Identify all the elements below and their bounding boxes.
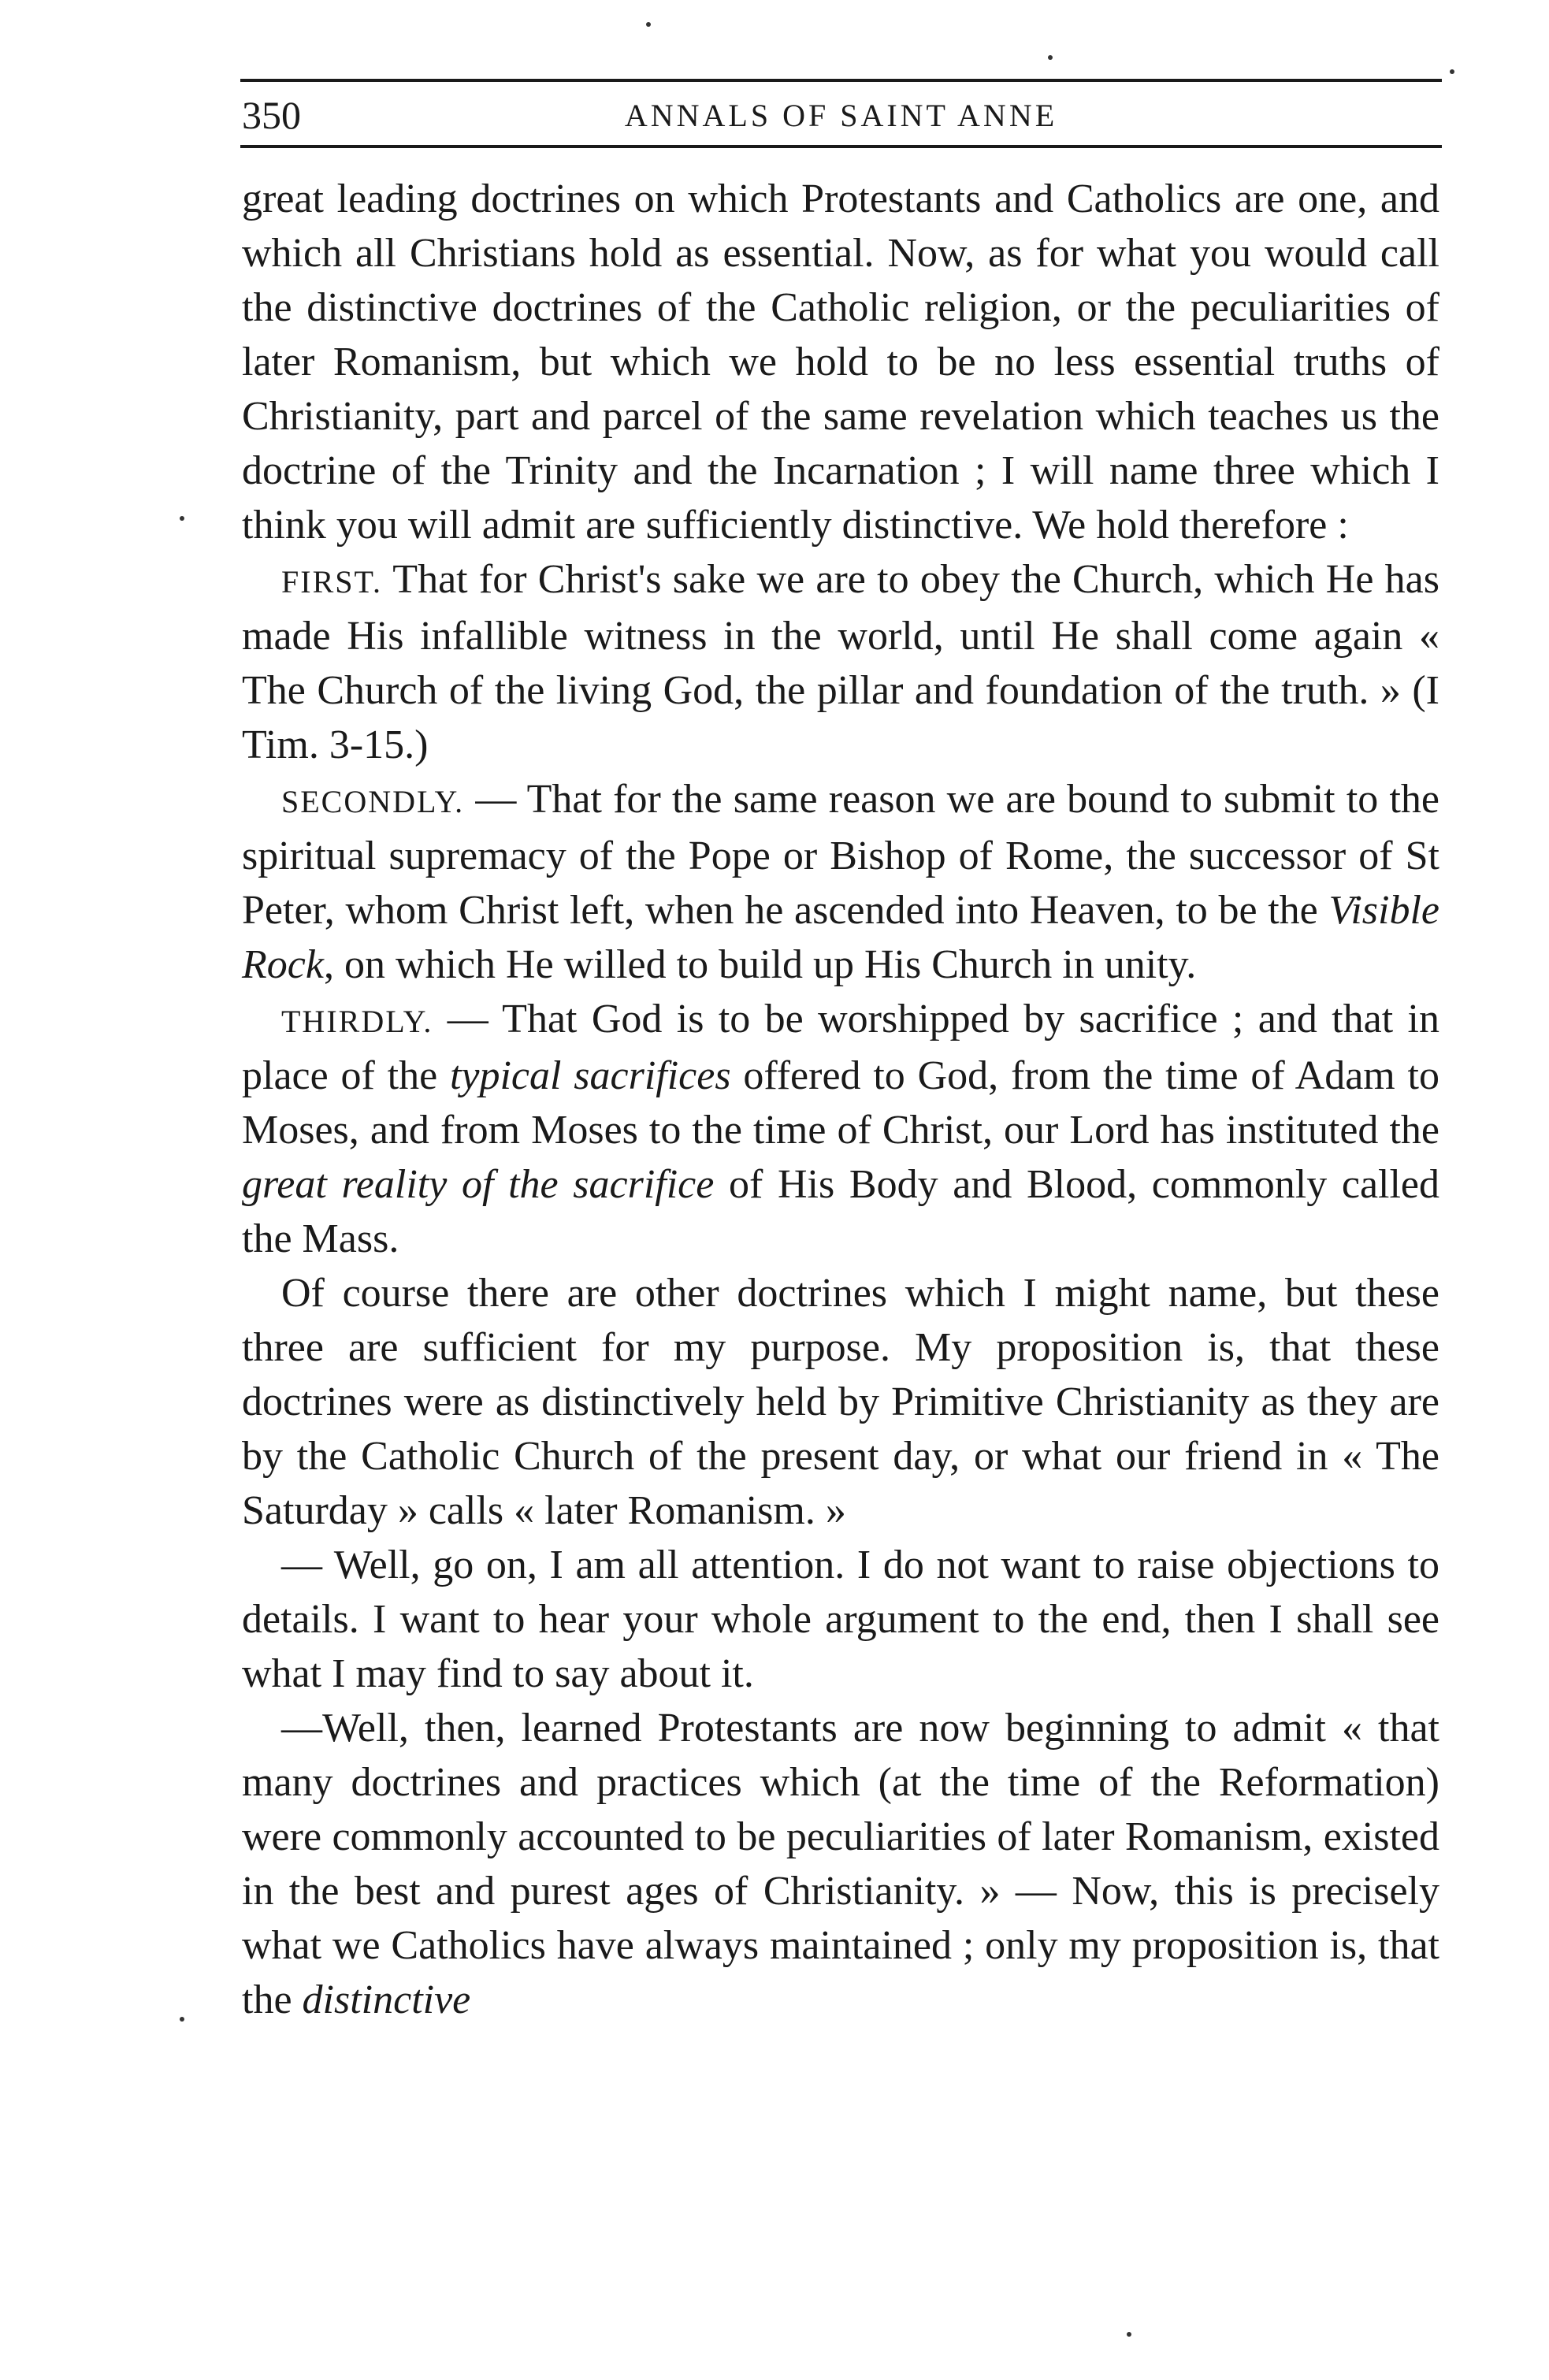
- text-run: offered to God, from the time of Adam to Moses, and from Moses to the time of Christ, our Lord has instituted the: [242, 1053, 1439, 1153]
- text-run: —Well, then, learned Protestants are now beginning to admit « that many doctrines and practices which (at the time of the Reformation) were commonly accounted to be peculiarities of later Romanism, existed in the best and purest ages of Christianity. » — Now, this is precisely what we Catholics have always maintained ; only my proposition is, that the: [242, 1706, 1439, 2022]
- text-run: That for Christ's sake we are to obey the Church, which He has made His infallible witness in the world, until He shall come again « The Church of the living God, the pillar and foundation of the truth. » (I Tim. 3-15.): [242, 557, 1439, 767]
- section-marker-first: FIRST.: [281, 564, 382, 600]
- text-run: Of course there are other doctrines which I might name, but these three are sufficient for my purpose. My proposition is, that these doctrines were as distinctively held by Primitive Christianity as they are by the Catholic Church of the present day, or what our friend in « The Saturday » calls « later Romanism. »: [242, 1271, 1439, 1533]
- page-header: [240, 79, 1442, 148]
- print-speck: [646, 22, 651, 27]
- print-speck: [1450, 69, 1454, 74]
- print-speck: [180, 516, 184, 521]
- print-speck: [1127, 2332, 1131, 2337]
- paragraph: [242, 552, 1439, 772]
- print-speck: [180, 2017, 184, 2022]
- italic-text: typical sacrifices: [449, 1053, 731, 1098]
- italic-text: Visible Rock: [242, 888, 1439, 987]
- running-title: ANNALS OF SAINT ANNE: [624, 98, 1058, 133]
- paragraph: [242, 992, 1439, 1266]
- page-number: 350: [242, 93, 301, 137]
- text-run: , on which He willed to build up His Church in unity.: [323, 942, 1197, 987]
- section-marker-secondly: SECONDLY.: [281, 784, 465, 819]
- paragraph: [242, 1701, 1439, 2027]
- section-marker-thirdly: THIRDLY.: [281, 1004, 433, 1039]
- paragraph: [242, 1266, 1439, 1538]
- italic-text: great reality of the sacrifice: [242, 1162, 715, 1207]
- body-text: [242, 172, 1439, 2027]
- text-run: — That for the same reason we are bound to submit to the spiritual supremacy of the Pope or Bishop of Rome, the successor of St Peter, whom Christ left, when he ascended into Heaven, to be the: [242, 777, 1439, 933]
- paragraph: [242, 172, 1439, 552]
- text-run: great leading doctrines on which Protestants and Catholics are one, and which all Christians hold as essential. Now, as for what you would call the distinctive doctrines of the Catholic religion, or the peculiarities of later Romanism, but which we hold to be no less essential truths of Christianity, part and parcel of the same revelation which teaches us the doctrine of the Trinity and the Incarnation ; I will name three which I think you will admit are sufficiently distinctive. We hold therefore :: [242, 176, 1439, 548]
- text-run: — Well, go on, I am all attention. I do not want to raise objections to details. I want to hear your whole argument to the end, then I shall see what I may find to say about it.: [242, 1543, 1439, 1696]
- italic-text: distinctive: [302, 1977, 471, 2022]
- paragraph: [242, 1538, 1439, 1701]
- text-run: of His Body and Blood, commonly called the Mass.: [242, 1162, 1440, 1261]
- paragraph: [242, 772, 1439, 992]
- text-run: — That God is to be worshipped by sacrifice ; and that in place of the: [242, 997, 1439, 1098]
- print-speck: [1048, 55, 1053, 60]
